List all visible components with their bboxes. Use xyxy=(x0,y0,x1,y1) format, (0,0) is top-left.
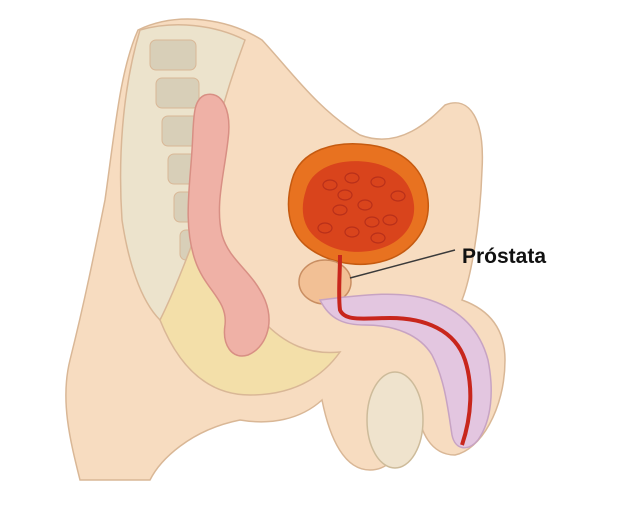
vertebra-block xyxy=(150,40,196,70)
vertebra-block xyxy=(156,78,199,108)
testis xyxy=(367,372,423,468)
prostate-label: Próstata xyxy=(462,245,547,268)
